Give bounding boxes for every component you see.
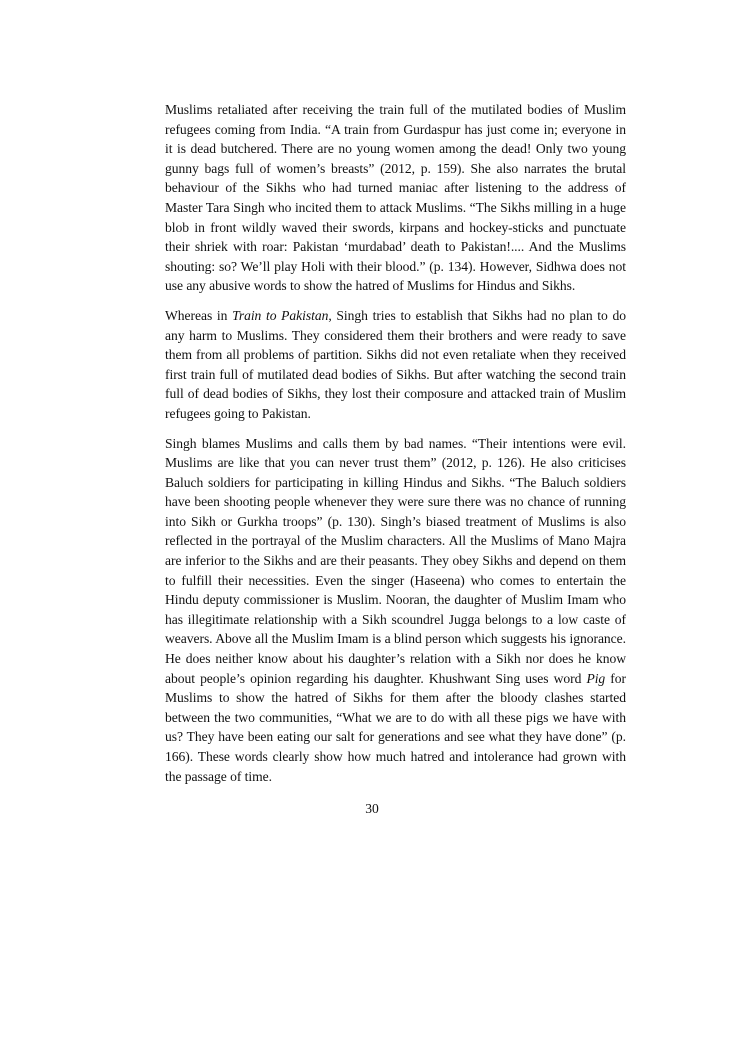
paragraph-3 [165, 434, 626, 787]
page-number: 30 [365, 801, 379, 816]
page-body [165, 100, 626, 786]
paragraph-3-text-rest: for Muslims to show the hatred of Sikhs for them after the bloody clashes started between the two communities, “What we are to do with all these pigs we have with us? They have been eating our salt for generations and see what they have done” (p. 166). These words clearly show how much hatred and intolerance had grown with the passage of time. [165, 670, 626, 784]
paragraph-1 [165, 100, 626, 296]
book-title-train-to-pakistan: Train to Pakistan [232, 307, 329, 323]
paragraph-2-text-start: Whereas in [165, 307, 233, 323]
paragraph-2-text-rest: , Singh tries to establish that Sikhs had no plan to do any harm to Muslims. They considered them their brothers and were ready to save them from all problems of partition. Sikhs did not even retaliate when they received first train full of mutilated dead bodies of Sikhs. But after watching the second train full of dead bodies of Sikhs, they lost their composure and attacked train of Muslim refugees going to Pakistan. [165, 307, 626, 421]
paragraph-2 [165, 306, 626, 424]
paragraph-3-text-start: Singh blames Muslims and calls them by bad names. “Their intentions were evil. Muslims are like that you can never trust them” (2012, p. 126). He also criticises Baluch soldiers for participating in killing Hindus and Sikhs. “The Baluch soldiers have been shooting people whenever they were sure there was no chance of running into Sikh or Gurkha troops” (p. 130). Singh’s biased treatment of Muslims is also reflected in the portrayal of the Muslim characters. All the Muslims of Mano Majra are inferior to the Sikhs and are their peasants. They obey Sikhs and depend on them to fulfill their necessities. Even the singer (Haseena) who comes to entertain the Hindu deputy commissioner is Muslim. Nooran, the daughter of Muslim Imam who has illegitimate relationship with a Sikh scoundrel Jugga belongs to a low caste of weavers. Above all the Muslim Imam is a blind person which suggests his ignorance. He does neither know about his daughter’s relation with a Sikh nor does he know about people’s opinion regarding his daughter. Khushwant Sing uses word [165, 435, 626, 686]
paragraph-1-text: Muslims retaliated after receiving the train full of the mutilated bodies of Muslim refugees coming from India. “A train from Gurdaspur has just come in; everyone in it is dead butchered. There are no young women among the dead! Only two young gunny bags full of women’s breasts” (2012, p. 159). She also narrates the brutal behaviour of the Sikhs who had turned maniac after listening to the address of Master Tara Singh who incited them to attack Muslims. “The Sikhs milling in a huge blob in front wildly waved their swords, kirpans and hockey-sticks and punctuate their shriek with roar: Pakistan ‘murdabad’ death to Pakistan!.... And the Muslims shouting: so? We’ll play Holi with their blood.” (p. 134). However, Sidhwa does not use any abusive words to show the hatred of Muslims for Hindus and Sikhs. [165, 102, 626, 294]
italic-word-pig: Pig [586, 670, 606, 686]
